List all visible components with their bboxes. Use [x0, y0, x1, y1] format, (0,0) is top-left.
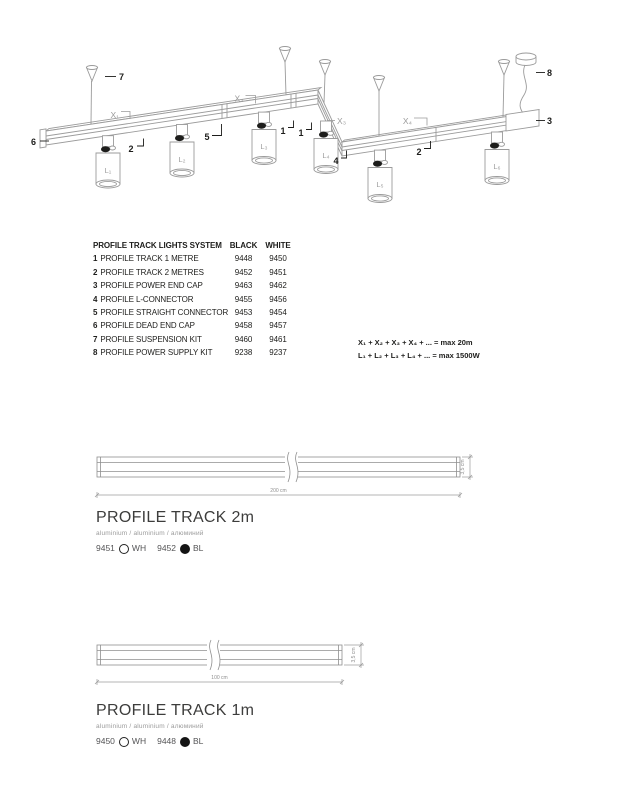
product-name: PROFILE DEAD END CAP — [100, 321, 195, 331]
callout-1-a — [280, 121, 293, 137]
height-dimension-label: 3,5 cm — [460, 459, 466, 475]
code-black: 9463 — [234, 281, 253, 291]
track-2m-drawing — [0, 440, 622, 510]
svg-text:8: 8 — [547, 68, 553, 78]
table-row — [93, 267, 299, 280]
column-header-white: WHITE — [265, 241, 291, 250]
product-title: PROFILE TRACK 1m — [96, 702, 255, 719]
length-dimension-label: 200 cm — [270, 488, 287, 494]
row-number: 1 — [93, 254, 98, 264]
row-number: 3 — [93, 281, 98, 291]
callout-5 — [204, 124, 221, 142]
callout-7 — [105, 72, 124, 82]
svg-text:2: 2 — [416, 147, 422, 157]
height-dimension-2m — [460, 454, 473, 480]
product-name: PROFILE L-CONNECTOR — [100, 294, 194, 304]
code-white: 9450 — [96, 736, 115, 746]
system-limits — [358, 336, 480, 363]
white-swatch-icon — [119, 737, 129, 747]
code-white: 9454 — [269, 307, 287, 317]
row-number: 8 — [93, 348, 98, 358]
code-black: 9455 — [234, 294, 253, 304]
table-row — [93, 253, 299, 266]
spotlight-l6 — [485, 132, 509, 185]
product-block-2m — [96, 509, 254, 554]
black-label: BL — [193, 543, 204, 553]
table-row — [93, 334, 299, 347]
code-black: 9448 — [234, 254, 253, 264]
product-name: PROFILE TRACK 2 METRES — [100, 267, 204, 277]
table-row — [93, 294, 299, 307]
spotlight-label-l1: L₁ — [104, 166, 112, 175]
spotlight-label-l6: L₆ — [493, 162, 501, 171]
length-dimension-2m — [95, 488, 462, 498]
spotlight-label-l2: L₂ — [178, 155, 186, 164]
spotlight-label-l3: L₃ — [260, 142, 268, 151]
svg-text:5: 5 — [204, 132, 210, 142]
svg-text:2: 2 — [128, 144, 134, 154]
row-number: 6 — [93, 321, 98, 331]
table-title: PROFILE TRACK LIGHTS SYSTEM — [93, 241, 222, 250]
white-label: WH — [131, 543, 147, 553]
svg-text:7: 7 — [119, 72, 125, 82]
spotlight-l1 — [96, 136, 120, 188]
table-header-row — [93, 240, 299, 253]
spotlight-label-l4: L₄ — [322, 151, 330, 160]
svg-text:4: 4 — [333, 156, 339, 166]
code-white: 9456 — [269, 294, 287, 304]
black-swatch-icon — [180, 737, 190, 747]
code-black: 9458 — [234, 321, 253, 331]
code-white: 9451 — [269, 267, 287, 277]
code-black: 9448 — [157, 736, 177, 746]
row-number: 4 — [93, 294, 98, 304]
product-title: PROFILE TRACK 2m — [96, 509, 255, 526]
code-black: 9452 — [234, 267, 253, 277]
suspension-kit-1 — [87, 66, 98, 125]
svg-text:X₃: X₃ — [337, 116, 347, 126]
product-name: PROFILE SUSPENSION KIT — [100, 334, 202, 344]
suspension-kit-2 — [280, 47, 291, 96]
row-number: 2 — [93, 267, 98, 277]
spotlight-label-l5: L₅ — [376, 180, 384, 189]
product-name: PROFILE POWER SUPPLY KIT — [100, 348, 213, 358]
product-name: PROFILE POWER END CAP — [100, 281, 203, 291]
suspension-kit-5 — [499, 60, 510, 118]
span-label-x4 — [403, 116, 427, 126]
suspension-kit-4 — [374, 76, 385, 137]
product-name: PROFILE STRAIGHT CONNECTOR — [100, 307, 229, 317]
max-length-formula: X₁ + X₂ + X₃ + X₄ + ... = max 20m — [358, 338, 473, 347]
svg-text:1: 1 — [280, 126, 286, 136]
height-dimension-label: 3,5 cm — [351, 647, 357, 663]
track-2m-profile — [97, 452, 460, 482]
length-dimension-1m — [95, 675, 344, 685]
row-number: 5 — [93, 307, 98, 317]
product-table — [93, 240, 299, 361]
svg-text:X₁: X₁ — [110, 110, 119, 120]
code-black: 9452 — [157, 543, 177, 553]
materials-line: aluminium / aluminium / алюминий — [96, 723, 204, 730]
code-white: 9450 — [269, 254, 287, 264]
white-swatch-icon — [119, 544, 129, 554]
callout-2-left — [128, 139, 143, 155]
svg-text:X₂: X₂ — [234, 93, 244, 104]
color-codes — [96, 736, 254, 747]
max-power-formula: L₁ + L₂ + L₃ + L₄ + ... = max 1500W — [358, 351, 480, 361]
product-block-1m — [96, 702, 254, 747]
product-name: PROFILE TRACK 1 METRE — [100, 254, 199, 264]
track-system-diagram — [0, 0, 622, 235]
table-row — [93, 280, 299, 293]
code-black: 9238 — [234, 348, 253, 358]
code-black: 9460 — [234, 334, 253, 344]
code-white: 9457 — [269, 321, 287, 331]
code-white: 9462 — [269, 281, 287, 291]
spotlight-l2 — [170, 125, 194, 178]
dead-end-cap — [40, 129, 46, 148]
callout-1-b — [298, 123, 311, 139]
table-row — [93, 307, 299, 320]
black-label: BL — [193, 736, 204, 746]
svg-text:6: 6 — [31, 137, 37, 147]
track-1m-profile — [97, 640, 342, 670]
code-white: 9451 — [96, 543, 115, 553]
materials-line: aluminium / aluminium / алюминий — [96, 530, 204, 537]
height-dimension-1m — [344, 642, 364, 668]
table-row — [93, 320, 299, 333]
white-label: WH — [131, 736, 147, 746]
svg-text:3: 3 — [547, 116, 553, 126]
svg-text:1: 1 — [298, 128, 304, 138]
power-end-cap — [506, 110, 539, 132]
column-header-black: BLACK — [229, 241, 258, 250]
row-number: 7 — [93, 334, 98, 344]
svg-text:X₄: X₄ — [402, 116, 412, 126]
code-white: 9237 — [269, 348, 287, 358]
callout-8 — [536, 68, 552, 78]
power-supply-kit — [516, 53, 536, 113]
code-white: 9461 — [269, 334, 287, 344]
black-swatch-icon — [180, 544, 190, 554]
spotlight-l5 — [368, 150, 392, 202]
table-row — [93, 347, 299, 360]
length-dimension-label: 100 cm — [211, 675, 228, 681]
track-1m-drawing — [0, 630, 622, 700]
color-codes — [96, 543, 254, 554]
spotlight-l3 — [252, 112, 276, 164]
code-black: 9453 — [234, 307, 253, 317]
